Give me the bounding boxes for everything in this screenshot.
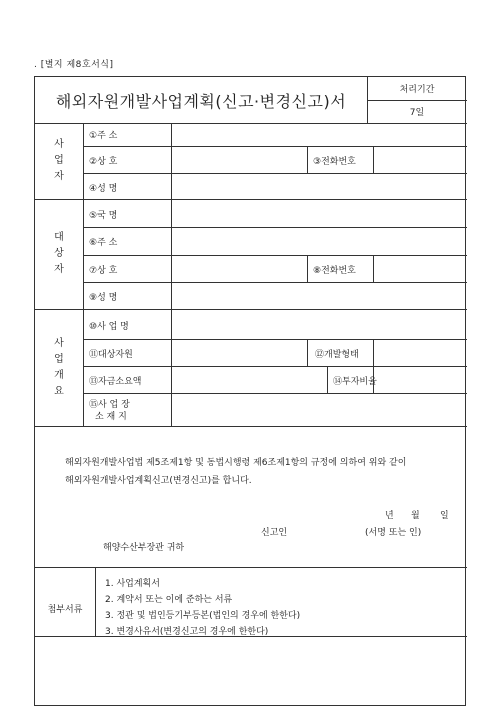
attachment-item: 3. 변경사유서(변경신고의 경우에 한한다)	[105, 627, 269, 637]
counterpart-section-label: 대 상 자	[54, 232, 64, 275]
section-line	[35, 567, 467, 568]
col-line	[373, 366, 374, 393]
row-line	[83, 366, 467, 367]
attachments-divider	[95, 567, 96, 636]
counterpart-trade-name-label: ⑦상 호	[89, 266, 118, 276]
recipient-label: 해양수산부장관 귀하	[103, 543, 185, 553]
attachment-item: 1. 사업계획서	[105, 579, 160, 589]
section-line	[35, 199, 467, 200]
section-line	[35, 426, 467, 427]
form-number-note: . [별지 제8호서식]	[34, 60, 114, 70]
overview-section-label: 사 업 개 요	[54, 337, 64, 397]
reporter-label: 신고인	[261, 528, 288, 538]
attachments-list	[105, 576, 300, 640]
date-year: 년	[385, 511, 394, 521]
counterpart-name-label: ⑨성 명	[89, 293, 118, 303]
report-form	[34, 76, 466, 706]
row-line	[83, 393, 467, 394]
operator-name-label: ④성 명	[89, 184, 118, 194]
operator-section-label: 사 업 자	[54, 139, 64, 182]
header-split	[367, 100, 467, 101]
row-line	[83, 255, 467, 256]
row-line	[83, 227, 467, 228]
col-line	[373, 146, 374, 173]
col-line	[373, 255, 374, 282]
site-label-line1: ⑮사 업 장	[89, 400, 130, 410]
dev-type-label: ⑫개발형태	[315, 350, 359, 360]
date-month: 월	[411, 511, 420, 521]
col-line	[307, 339, 308, 366]
statement-line-2: 해외자원개발사업계획신고(변경신고)를 합니다.	[65, 476, 252, 486]
row-line	[83, 146, 467, 147]
counterpart-country-label: ⑤국 명	[89, 211, 118, 221]
col-line	[373, 339, 374, 366]
row-line	[83, 339, 467, 340]
operator-phone-label: ③전화번호	[313, 157, 356, 167]
operator-trade-name-label: ②상 호	[89, 157, 118, 167]
attachment-item: 3. 정관 및 법인등기부등본(법인의 경우에 한한다)	[105, 611, 301, 621]
counterpart-phone-label: ⑧전화번호	[313, 266, 356, 276]
section-line	[35, 309, 467, 310]
fund-label: ⑬자금소요액	[89, 377, 142, 387]
attachments-label: 첨부서류	[47, 605, 83, 615]
header-bottom-line	[35, 123, 467, 124]
row-line	[83, 282, 467, 283]
row-line	[83, 173, 467, 174]
date-day: 일	[440, 511, 449, 521]
bottom-line	[35, 636, 467, 637]
resource-label: ⑪대상자원	[89, 350, 133, 360]
signature-label: (서명 또는 인)	[365, 528, 422, 538]
field-label-divider	[171, 123, 172, 426]
processing-value: 7일	[409, 108, 425, 118]
invest-ratio-label: ⑭투자비율	[333, 377, 377, 387]
section-label-divider	[83, 123, 84, 426]
counterpart-address-label: ⑥주 소	[89, 238, 118, 248]
attachment-item: 2. 계약서 또는 이에 준하는 서류	[105, 595, 233, 605]
col-line	[307, 146, 308, 173]
processing-label: 처리기간	[399, 85, 435, 95]
col-line	[307, 255, 308, 282]
site-label-line2: 소 재 지	[95, 412, 127, 422]
col-line	[327, 366, 328, 393]
operator-address-label: ①주 소	[89, 131, 118, 141]
statement-line-1: 해외자원개발사업법 제5조제1항 및 동법시행령 제6조제1항의 규정에 의하여 위와 같이	[65, 458, 407, 468]
project-name-label: ⑩사 업 명	[89, 322, 129, 332]
form-title: 해외자원개발사업계획(신고·변경신고)서	[55, 91, 347, 111]
